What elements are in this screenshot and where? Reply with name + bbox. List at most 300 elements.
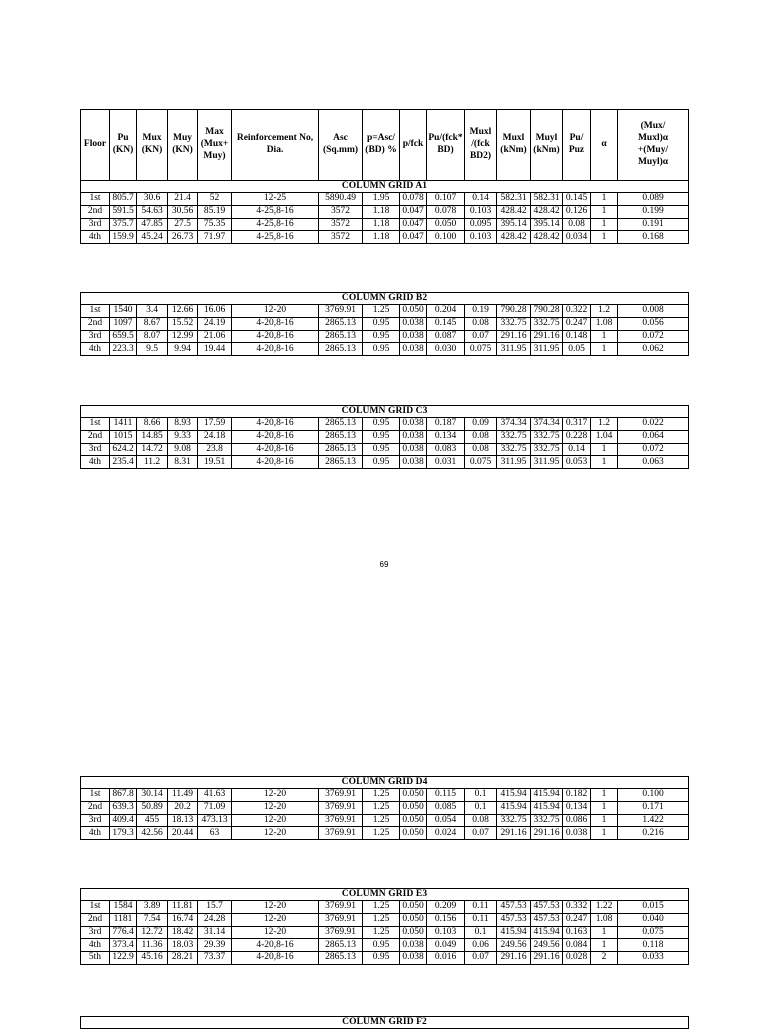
table-cell: 50.89	[137, 801, 168, 814]
table-cell: 4-25,8-16	[232, 205, 319, 218]
table-cell: 12-20	[232, 305, 319, 318]
table-row	[81, 814, 689, 827]
table-cell: 0.050	[400, 827, 427, 840]
grid-title: COLUMN GRID B2	[81, 293, 689, 305]
table-cell: 332.75	[531, 814, 563, 827]
table-cell: 311.95	[497, 456, 531, 469]
table-cell: 457.53	[531, 913, 563, 926]
table-cell: 0.1	[465, 926, 497, 939]
table-cell: 374.34	[497, 418, 531, 431]
table-cell: 20.2	[168, 801, 198, 814]
table-cell: 1	[591, 939, 618, 952]
table-cell: 3rd	[81, 443, 110, 456]
table-cell: 0.11	[465, 901, 497, 914]
column-grid-table-e3	[80, 888, 689, 965]
table-cell: 2865.13	[319, 330, 363, 343]
table-cell: 1.18	[363, 218, 400, 231]
table-cell: 30.56	[168, 205, 198, 218]
table-cell: 2865.13	[319, 430, 363, 443]
table-cell: 2nd	[81, 317, 110, 330]
table-cell: 8.07	[137, 330, 168, 343]
table-cell: 18.13	[168, 814, 198, 827]
table-cell: 3769.91	[319, 814, 363, 827]
table-cell: 0.228	[563, 430, 591, 443]
table-cell: 1.04	[591, 430, 618, 443]
table-cell: 24.18	[198, 430, 232, 443]
table-cell: 0.07	[465, 952, 497, 965]
table-cell: 457.53	[497, 913, 531, 926]
table-cell: 14.72	[137, 443, 168, 456]
table-cell: 4-20,8-16	[232, 418, 319, 431]
table-cell: 332.75	[531, 317, 563, 330]
column-header: Muxl (kNm)	[497, 110, 531, 181]
table-cell: 0.103	[465, 205, 497, 218]
table-cell: 3572	[319, 205, 363, 218]
table-cell: 21.06	[198, 330, 232, 343]
table-cell: 428.42	[497, 205, 531, 218]
table-cell: 3572	[319, 231, 363, 244]
table-cell: 1.25	[363, 901, 400, 914]
table-cell: 0.038	[400, 443, 427, 456]
table-cell: 3769.91	[319, 789, 363, 802]
table-cell: 0.049	[427, 939, 465, 952]
table-cell: 0.075	[465, 456, 497, 469]
grid-title: COLUMN GRID C3	[81, 406, 689, 418]
table-cell: 1	[591, 193, 618, 206]
table-row	[81, 901, 689, 914]
table-cell: 19.44	[198, 343, 232, 356]
table-cell: 19.51	[198, 456, 232, 469]
table-row	[81, 827, 689, 840]
table-cell: 457.53	[531, 901, 563, 914]
table-cell: 291.16	[531, 827, 563, 840]
table-cell: 0.095	[465, 218, 497, 231]
table-cell: 0.126	[563, 205, 591, 218]
table-row	[81, 317, 689, 330]
table-cell: 0.95	[363, 418, 400, 431]
table-cell: 12-20	[232, 801, 319, 814]
table-cell: 12-20	[232, 926, 319, 939]
table-cell: 12-20	[232, 913, 319, 926]
table-cell: 11.36	[137, 939, 168, 952]
table-cell: 249.56	[497, 939, 531, 952]
table-cell: 291.16	[531, 330, 563, 343]
column-header: Max (Mux+ Muy)	[198, 110, 232, 181]
table-cell: 0.08	[465, 814, 497, 827]
table-cell: 0.008	[618, 305, 689, 318]
table-cell: 249.56	[531, 939, 563, 952]
table-cell: 0.168	[618, 231, 689, 244]
table-cell: 291.16	[497, 952, 531, 965]
table-cell: 0.015	[618, 901, 689, 914]
table-cell: 1.25	[363, 814, 400, 827]
table-cell: 45.16	[137, 952, 168, 965]
table-row	[81, 789, 689, 802]
table-cell: 0.038	[400, 456, 427, 469]
table-cell: 0.038	[400, 939, 427, 952]
table-cell: 0.1	[465, 789, 497, 802]
table-cell: 0.145	[563, 193, 591, 206]
table-cell: 0.95	[363, 343, 400, 356]
table-cell: 4th	[81, 343, 110, 356]
table-cell: 0.08	[465, 443, 497, 456]
table-cell: 311.95	[497, 343, 531, 356]
table-cell: 0.050	[400, 913, 427, 926]
column-header: Muxl /(fck BD2)	[465, 110, 497, 181]
table-cell: 0.247	[563, 913, 591, 926]
table-cell: 41.63	[198, 789, 232, 802]
table-cell: 1st	[81, 305, 110, 318]
grid-title: COLUMN GRID E3	[81, 889, 689, 901]
table-cell: 2865.13	[319, 418, 363, 431]
table-cell: 0.075	[465, 343, 497, 356]
table-cell: 3769.91	[319, 913, 363, 926]
table-cell: 0.14	[563, 443, 591, 456]
table-cell: 9.08	[168, 443, 198, 456]
table-cell: 29.39	[198, 939, 232, 952]
table-cell: 1.08	[591, 317, 618, 330]
table-cell: 0.209	[427, 901, 465, 914]
table-cell: 291.16	[531, 952, 563, 965]
table-cell: 0.034	[563, 231, 591, 244]
table-cell: 473.13	[198, 814, 232, 827]
table-cell: 805.7	[110, 193, 137, 206]
column-grid-table-a1	[80, 109, 689, 244]
table-cell: 0.053	[563, 456, 591, 469]
table-cell: 0.072	[618, 443, 689, 456]
table-cell: 54.63	[137, 205, 168, 218]
table-cell: 1.22	[591, 901, 618, 914]
table-cell: 395.14	[531, 218, 563, 231]
table-cell: 0.078	[427, 205, 465, 218]
table-row	[81, 952, 689, 965]
table-cell: 4-20,8-16	[232, 952, 319, 965]
table-cell: 8.67	[137, 317, 168, 330]
table-cell: 0.038	[400, 418, 427, 431]
grid-title-row	[81, 406, 689, 418]
table-cell: 0.134	[563, 801, 591, 814]
table-cell: 3.4	[137, 305, 168, 318]
table-row	[81, 939, 689, 952]
table-cell: 0.95	[363, 939, 400, 952]
table-cell: 3769.91	[319, 827, 363, 840]
table-cell: 291.16	[497, 330, 531, 343]
table-cell: 7.54	[137, 913, 168, 926]
table-cell: 1	[591, 218, 618, 231]
table-cell: 1st	[81, 901, 110, 914]
table-cell: 2865.13	[319, 317, 363, 330]
table-cell: 428.42	[497, 231, 531, 244]
column-header: Mux (KN)	[137, 110, 168, 181]
table-cell: 4-25,8-16	[232, 218, 319, 231]
table-cell: 332.75	[531, 443, 563, 456]
table-row	[81, 305, 689, 318]
table-cell: 0.134	[427, 430, 465, 443]
table-cell: 415.94	[497, 926, 531, 939]
table-cell: 2nd	[81, 801, 110, 814]
table-cell: 0.08	[465, 317, 497, 330]
table-cell: 0.089	[618, 193, 689, 206]
table-cell: 0.038	[563, 827, 591, 840]
table-cell: 0.062	[618, 343, 689, 356]
table-cell: 0.95	[363, 317, 400, 330]
table-cell: 11.81	[168, 901, 198, 914]
table-cell: 0.171	[618, 801, 689, 814]
column-grid-table-c3	[80, 405, 689, 469]
table-cell: 0.100	[618, 789, 689, 802]
table-cell: 1.25	[363, 913, 400, 926]
table-cell: 582.31	[531, 193, 563, 206]
table-cell: 790.28	[497, 305, 531, 318]
table-cell: 311.95	[531, 343, 563, 356]
table-cell: 415.94	[531, 801, 563, 814]
grid-title-row	[81, 1017, 689, 1029]
table-row	[81, 801, 689, 814]
table-cell: 1	[591, 443, 618, 456]
table-cell: 12-25	[232, 193, 319, 206]
table-cell: 3769.91	[319, 801, 363, 814]
table-cell: 1.2	[591, 418, 618, 431]
table-cell: 42.56	[137, 827, 168, 840]
table-row	[81, 926, 689, 939]
table-cell: 0.087	[427, 330, 465, 343]
table-cell: 0.191	[618, 218, 689, 231]
table-cell: 0.038	[400, 317, 427, 330]
table-cell: 0.038	[400, 430, 427, 443]
table-cell: 2865.13	[319, 952, 363, 965]
grid-title: COLUMN GRID A1	[81, 181, 689, 193]
table-row	[81, 430, 689, 443]
table-cell: 0.050	[400, 901, 427, 914]
table-cell: 122.9	[110, 952, 137, 965]
table-cell: 0.19	[465, 305, 497, 318]
table-cell: 0.332	[563, 901, 591, 914]
table-cell: 12.66	[168, 305, 198, 318]
table-cell: 0.115	[427, 789, 465, 802]
table-cell: 0.199	[618, 205, 689, 218]
table-cell: 0.050	[400, 814, 427, 827]
table-cell: 0.028	[563, 952, 591, 965]
table-cell: 12-20	[232, 827, 319, 840]
table-cell: 0.024	[427, 827, 465, 840]
table-cell: 332.75	[497, 814, 531, 827]
table-cell: 3769.91	[319, 926, 363, 939]
table-row	[81, 330, 689, 343]
table-cell: 1	[591, 205, 618, 218]
table-cell: 28.21	[168, 952, 198, 965]
table-cell: 1	[591, 231, 618, 244]
table-cell: 223.3	[110, 343, 137, 356]
table-cell: 0.083	[427, 443, 465, 456]
table-cell: 0.054	[427, 814, 465, 827]
table-cell: 0.118	[618, 939, 689, 952]
table-cell: 0.047	[400, 205, 427, 218]
table-cell: 16.06	[198, 305, 232, 318]
table-cell: 75.35	[198, 218, 232, 231]
table-cell: 2nd	[81, 205, 110, 218]
table-cell: 12-20	[232, 814, 319, 827]
grid-title: COLUMN GRID F2	[81, 1017, 689, 1029]
table-cell: 12.72	[137, 926, 168, 939]
table-cell: 1411	[110, 418, 137, 431]
table-cell: 291.16	[497, 827, 531, 840]
table-cell: 1	[591, 801, 618, 814]
table-cell: 3rd	[81, 814, 110, 827]
table-cell: 0.06	[465, 939, 497, 952]
table-cell: 0.050	[400, 801, 427, 814]
table-cell: 0.95	[363, 330, 400, 343]
table-cell: 3rd	[81, 218, 110, 231]
table-cell: 1.25	[363, 827, 400, 840]
table-cell: 0.187	[427, 418, 465, 431]
table-cell: 0.030	[427, 343, 465, 356]
column-header: Asc (Sq.mm)	[319, 110, 363, 181]
table-cell: 0.05	[563, 343, 591, 356]
table-cell: 85.19	[198, 205, 232, 218]
table-cell: 1st	[81, 789, 110, 802]
table-cell: 71.09	[198, 801, 232, 814]
table-cell: 11.49	[168, 789, 198, 802]
table-cell: 0.063	[618, 456, 689, 469]
table-cell: 1	[591, 330, 618, 343]
table-cell: 0.163	[563, 926, 591, 939]
table-cell: 21.4	[168, 193, 198, 206]
column-header: p=Asc/ (BD) %	[363, 110, 400, 181]
table-cell: 1.2	[591, 305, 618, 318]
table-cell: 311.95	[531, 456, 563, 469]
table-cell: 0.038	[400, 952, 427, 965]
table-cell: 1.95	[363, 193, 400, 206]
table-cell: 1015	[110, 430, 137, 443]
table-cell: 2865.13	[319, 939, 363, 952]
table-cell: 179.3	[110, 827, 137, 840]
column-header: Muyl (kNm)	[531, 110, 563, 181]
table-cell: 1	[591, 814, 618, 827]
table-cell: 0.182	[563, 789, 591, 802]
table-cell: 1.25	[363, 305, 400, 318]
table-cell: 4th	[81, 231, 110, 244]
table-cell: 20.44	[168, 827, 198, 840]
table-cell: 18.03	[168, 939, 198, 952]
column-grid-table-d4	[80, 776, 689, 840]
table-cell: 73.37	[198, 952, 232, 965]
table-cell: 3rd	[81, 330, 110, 343]
table-cell: 373.4	[110, 939, 137, 952]
table-cell: 2865.13	[319, 343, 363, 356]
table-cell: 8.66	[137, 418, 168, 431]
table-cell: 0.078	[400, 193, 427, 206]
table-cell: 4-20,8-16	[232, 343, 319, 356]
table-cell: 18.42	[168, 926, 198, 939]
grid-title-row	[81, 293, 689, 305]
table-cell: 0.047	[400, 231, 427, 244]
table-cell: 375.7	[110, 218, 137, 231]
table-cell: 4-25,8-16	[232, 231, 319, 244]
table-cell: 0.322	[563, 305, 591, 318]
table-cell: 16.74	[168, 913, 198, 926]
table-cell: 2	[591, 952, 618, 965]
table-cell: 0.075	[618, 926, 689, 939]
header-row	[81, 110, 689, 181]
table-cell: 0.033	[618, 952, 689, 965]
table-cell: 12-20	[232, 901, 319, 914]
column-header: Pu/ Puz	[563, 110, 591, 181]
table-cell: 0.031	[427, 456, 465, 469]
table-cell: 9.33	[168, 430, 198, 443]
table-cell: 415.94	[531, 789, 563, 802]
table-cell: 27.5	[168, 218, 198, 231]
table-cell: 1540	[110, 305, 137, 318]
table-cell: 1.18	[363, 231, 400, 244]
table-cell: 24.28	[198, 913, 232, 926]
table-cell: 0.156	[427, 913, 465, 926]
table-cell: 332.75	[497, 430, 531, 443]
table-cell: 9.5	[137, 343, 168, 356]
table-cell: 591.5	[110, 205, 137, 218]
column-header: Floor	[81, 110, 110, 181]
table-cell: 159.9	[110, 231, 137, 244]
table-cell: 1.25	[363, 926, 400, 939]
table-cell: 11.2	[137, 456, 168, 469]
table-cell: 0.050	[400, 789, 427, 802]
column-header: p/fck	[400, 110, 427, 181]
table-cell: 0.050	[400, 305, 427, 318]
table-cell: 790.28	[531, 305, 563, 318]
table-cell: 0.085	[427, 801, 465, 814]
table-cell: 428.42	[531, 231, 563, 244]
table-cell: 15.7	[198, 901, 232, 914]
table-cell: 1st	[81, 193, 110, 206]
table-cell: 0.064	[618, 430, 689, 443]
table-cell: 71.97	[198, 231, 232, 244]
table-cell: 45.24	[137, 231, 168, 244]
table-cell: 0.95	[363, 443, 400, 456]
table-cell: 0.11	[465, 913, 497, 926]
table-cell: 30.14	[137, 789, 168, 802]
column-header: α	[591, 110, 618, 181]
table-cell: 0.050	[427, 218, 465, 231]
table-cell: 415.94	[497, 801, 531, 814]
table-cell: 1.18	[363, 205, 400, 218]
grid-title-row	[81, 181, 689, 193]
table-cell: 3769.91	[319, 901, 363, 914]
table-cell: 2nd	[81, 913, 110, 926]
table-cell: 1	[591, 343, 618, 356]
table-cell: 776.4	[110, 926, 137, 939]
table-cell: 2865.13	[319, 443, 363, 456]
table-cell: 8.31	[168, 456, 198, 469]
table-cell: 4-20,8-16	[232, 430, 319, 443]
table-row	[81, 205, 689, 218]
table-cell: 4-20,8-16	[232, 939, 319, 952]
column-header: Reinforcement No, Dia.	[232, 110, 319, 181]
table-cell: 1	[591, 456, 618, 469]
table-cell: 0.08	[465, 430, 497, 443]
table-cell: 30.6	[137, 193, 168, 206]
table-cell: 1584	[110, 901, 137, 914]
table-cell: 9.94	[168, 343, 198, 356]
table-cell: 47.85	[137, 218, 168, 231]
table-cell: 332.75	[531, 430, 563, 443]
table-row	[81, 456, 689, 469]
table-cell: 1.25	[363, 789, 400, 802]
table-cell: 23.8	[198, 443, 232, 456]
table-cell: 3.89	[137, 901, 168, 914]
table-cell: 582.31	[497, 193, 531, 206]
table-cell: 332.75	[497, 443, 531, 456]
table-row	[81, 443, 689, 456]
table-cell: 415.94	[497, 789, 531, 802]
